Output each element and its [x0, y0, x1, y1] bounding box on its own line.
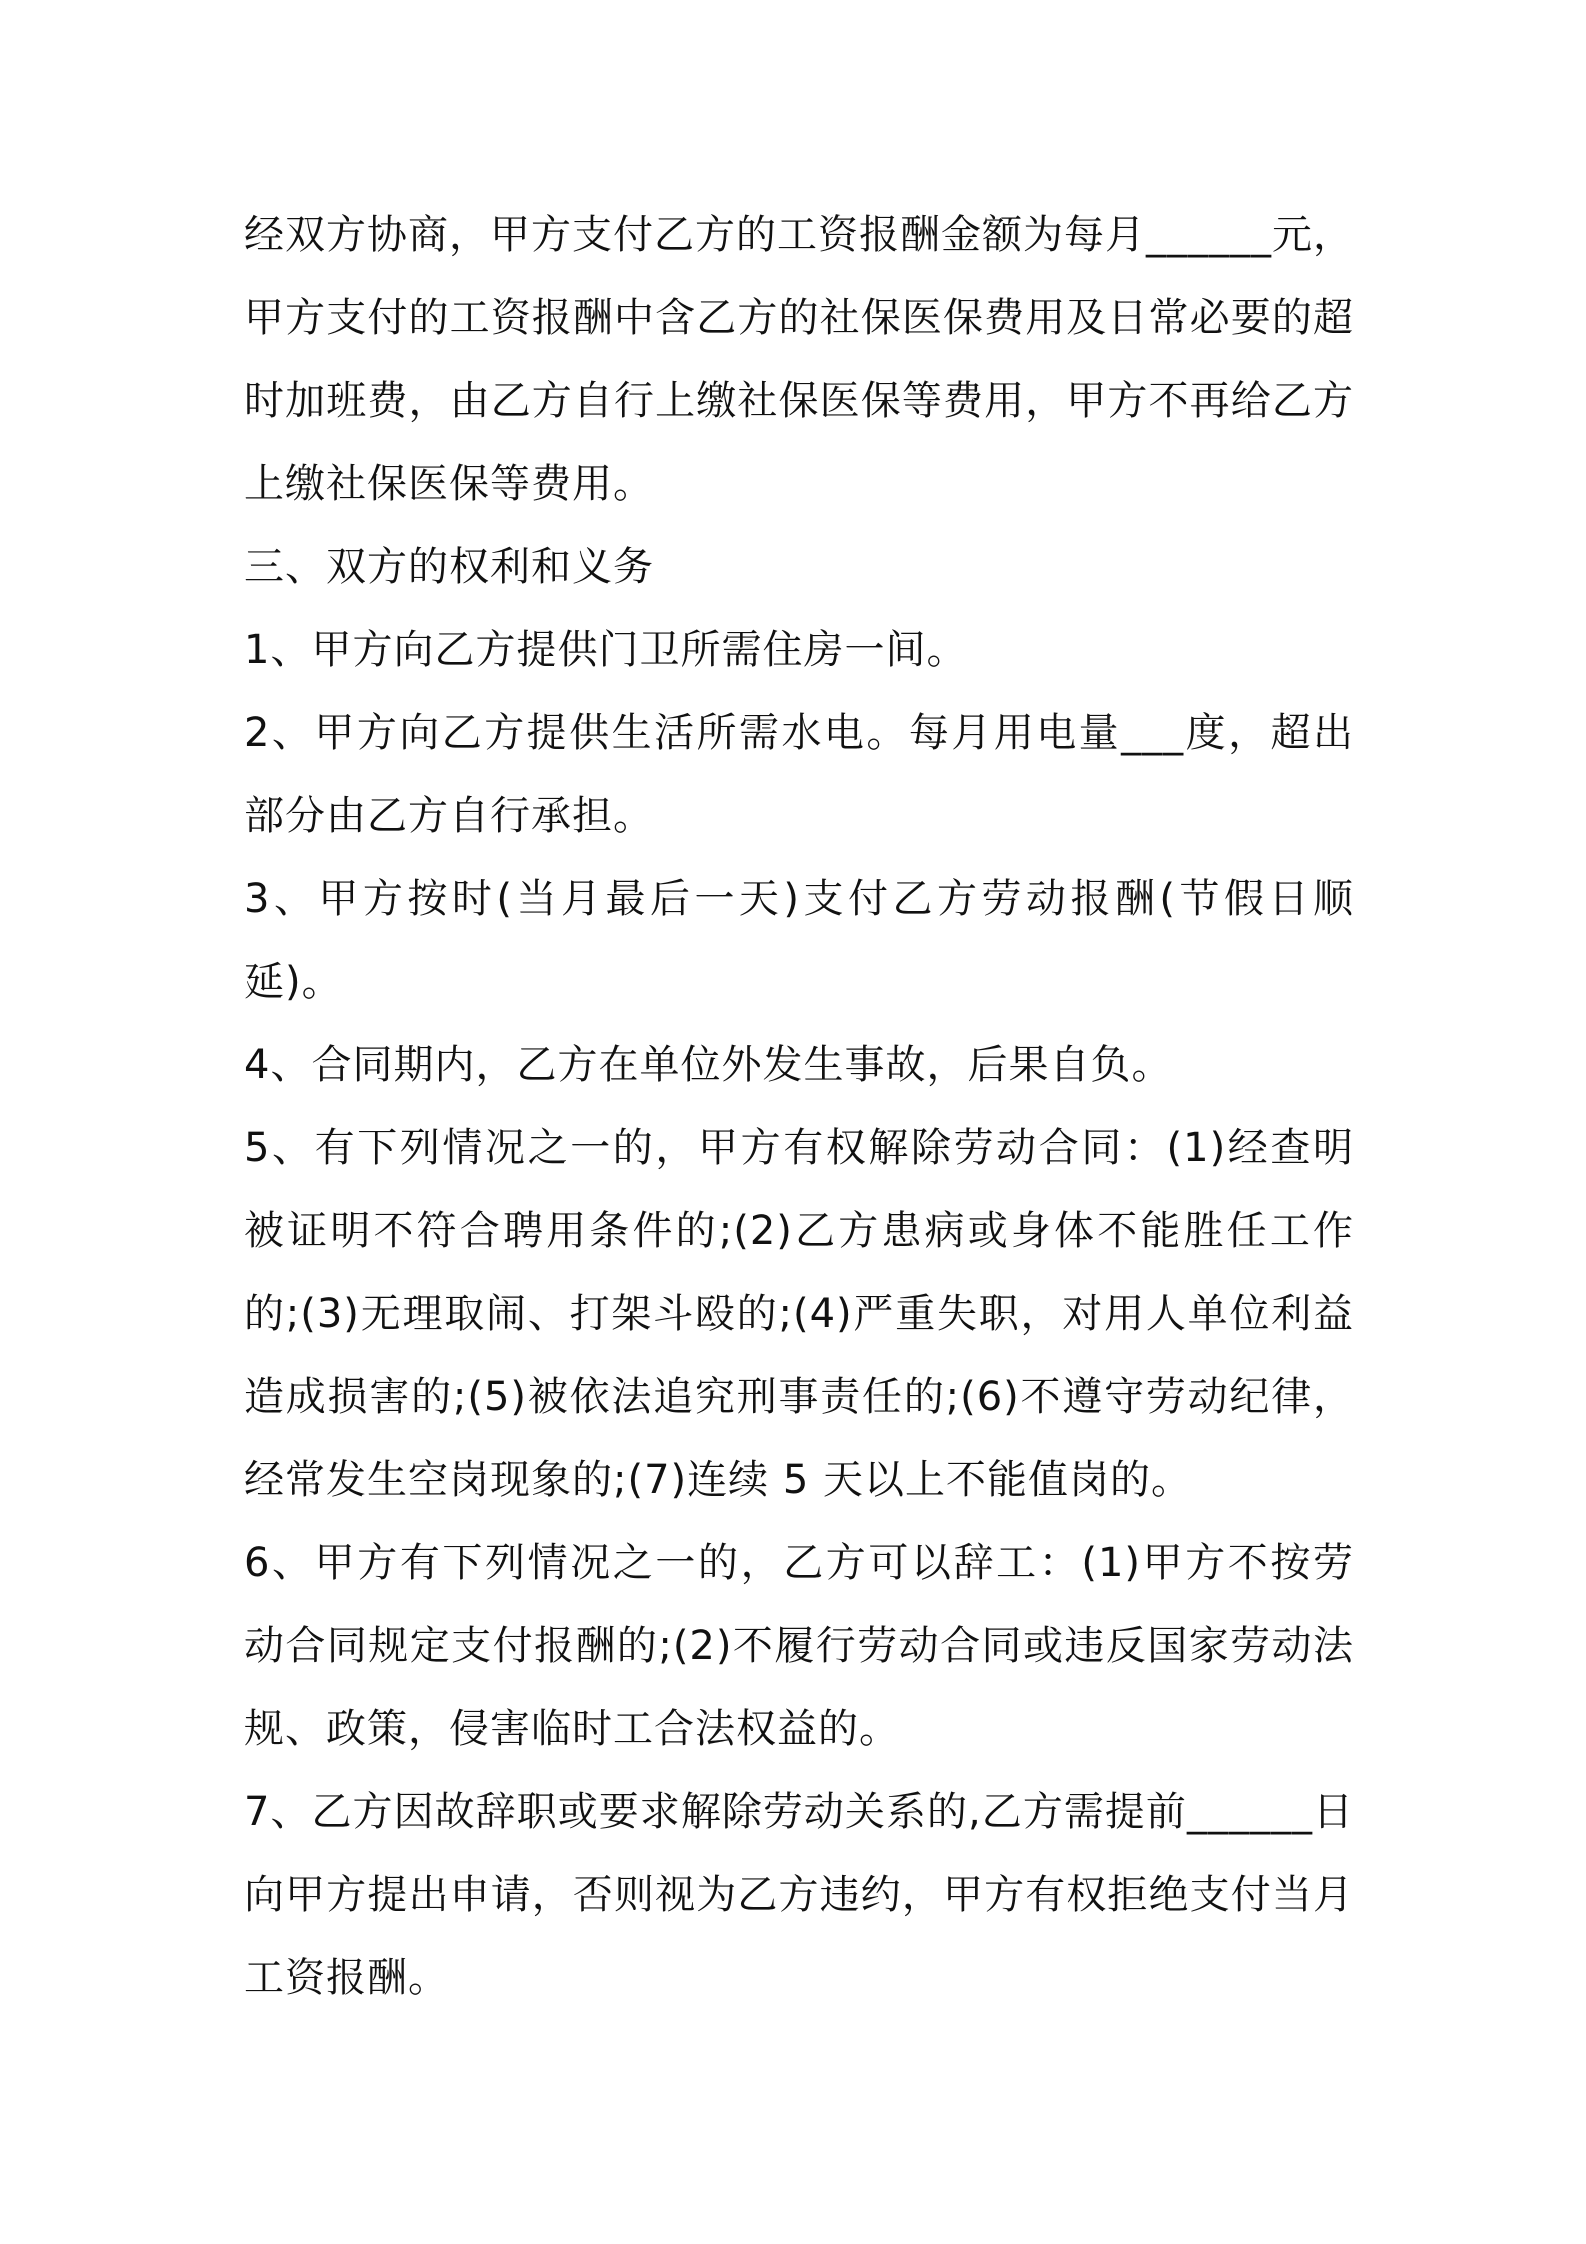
clause-1-housing: 1、甲方向乙方提供门卫所需住房一间。 [244, 627, 968, 673]
clause-5-termination-by-employer: 5、有下列情况之一的，甲方有权解除劳动合同：(1)经查明被证明不符合聘用条件的;(2)乙方患病或身体不能胜任工作的;(3)无理取闹、打架斗殴的;(4)严重失职，对用人单位利益造成损害的;(5)被依法追究刑事责任的;(6)不遵守劳动纪律，经常发生空岗现象的;(7)连续 5 天以上不能值岗的。 [244, 1125, 1354, 1503]
clause-7-notice: 7、乙方因故辞职或要求解除劳动关系的,乙方需提前______日向甲方提出申请，否则视为乙方违约，甲方有权拒绝支付当月工资报酬。 [244, 1789, 1354, 2001]
paragraph-salary-terms: 经双方协商，甲方支付乙方的工资报酬金额为每月______元，甲方支付的工资报酬中含乙方的社保医保费用及日常必要的超时加班费，由乙方自行上缴社保医保等费用，甲方不再给乙方上缴社保医保等费用。 [244, 212, 1354, 507]
clause-6-resignation: 6、甲方有下列情况之一的，乙方可以辞工：(1)甲方不按劳动合同规定支付报酬的;(2)不履行劳动合同或违反国家劳动法规、政策，侵害临时工合法权益的。 [244, 1540, 1354, 1752]
section-heading-rights-obligations: 三、双方的权利和义务 [244, 544, 654, 590]
clause-2-utilities: 2、甲方向乙方提供生活所需水电。每月用电量___度，超出部分由乙方自行承担。 [244, 710, 1354, 839]
clause-3-payment: 3、甲方按时(当月最后一天)支付乙方劳动报酬(节假日顺延)。 [244, 876, 1354, 1005]
clause-4-accidents: 4、合同期内，乙方在单位外发生事故，后果自负。 [244, 1042, 1173, 1088]
document-body [244, 194, 1354, 2020]
